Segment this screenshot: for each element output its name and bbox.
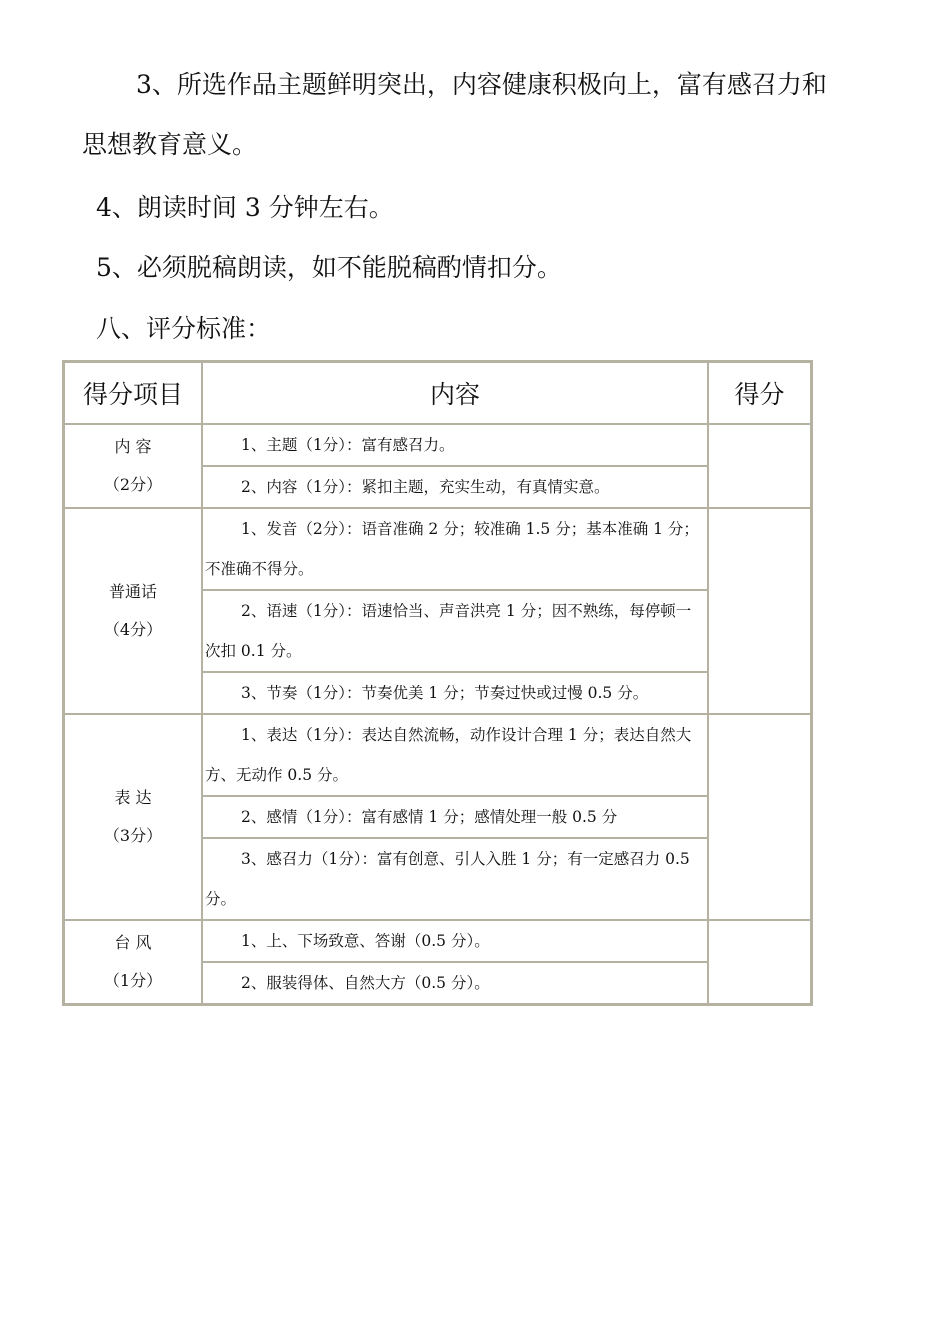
section-heading-scoring-criteria: 八、评分标准： [96, 314, 272, 343]
criterion-text: 2、语速（1分）：语速恰当、声音洪亮 1 分；因不熟练，每停顿一次扣 0.1 分。 [205, 602, 692, 660]
criterion-text: 2、服装得体、自然大方（0.5 分）。 [241, 974, 490, 992]
criterion-text: 1、表达（1分）：表达自然流畅，动作设计合理 1 分；表达自然大方、无动作 0.5 分。 [205, 726, 692, 784]
category-points: （3分） [103, 826, 163, 845]
score-input-cell[interactable] [708, 714, 811, 920]
category-cell-stage-presence [64, 920, 202, 1004]
criterion-cell [202, 466, 708, 508]
category-name: 内 容 [114, 437, 152, 456]
criterion-cell [202, 796, 708, 838]
criterion-text: 2、内容（1分）：紧扣主题，充实生动，有真情实意。 [241, 478, 610, 496]
table-row [64, 920, 811, 962]
table-row [64, 508, 811, 590]
header-score: 得分 [708, 362, 811, 424]
header-score-item: 得分项目 [64, 362, 202, 424]
category-cell-content [64, 424, 202, 508]
table-row [64, 714, 811, 796]
category-points: （1分） [103, 971, 163, 990]
header-content: 内容 [202, 362, 708, 424]
criterion-text: 1、上、下场致意、答谢（0.5 分）。 [241, 932, 490, 950]
criterion-cell [202, 508, 708, 590]
score-input-cell[interactable] [708, 424, 811, 508]
scoring-table [62, 360, 813, 1006]
criterion-cell [202, 424, 708, 466]
paragraph-item-3-continued: 思想教育意义。 [82, 130, 258, 159]
criterion-cell [202, 590, 708, 672]
criterion-text: 1、发音（2分）：语音准确 2 分；较准确 1.5 分；基本准确 1 分；不准确不得分。 [205, 520, 699, 578]
table-header-row [64, 362, 811, 424]
criterion-text: 3、节奏（1分）：节奏优美 1 分；节奏过快或过慢 0.5 分。 [241, 684, 649, 702]
criterion-cell [202, 672, 708, 714]
criterion-text: 2、感情（1分）：富有感情 1 分；感情处理一般 0.5 分 [241, 808, 618, 826]
table-row [64, 424, 811, 466]
criterion-text: 1、主题（1分）：富有感召力。 [241, 436, 455, 454]
category-name: 普通话 [108, 582, 157, 601]
category-name: 台 风 [114, 933, 152, 952]
criterion-cell [202, 838, 708, 920]
score-input-cell[interactable] [708, 920, 811, 1004]
score-input-cell[interactable] [708, 508, 811, 714]
category-cell-mandarin [64, 508, 202, 714]
criterion-cell [202, 920, 708, 962]
criterion-text: 3、感召力（1分）：富有创意、引人入胜 1 分；有一定感召力 0.5 分。 [205, 850, 690, 908]
paragraph-item-5: 5、必须脱稿朗读，如不能脱稿酌情扣分。 [96, 253, 562, 282]
scoring-table-container [62, 360, 811, 1006]
category-points: （2分） [103, 475, 163, 494]
criterion-cell [202, 714, 708, 796]
category-cell-expression [64, 714, 202, 920]
category-name: 表 达 [114, 788, 152, 807]
paragraph-item-4: 4、朗读时间 3 分钟左右。 [96, 193, 394, 222]
criterion-cell [202, 962, 708, 1004]
category-points: （4分） [103, 620, 163, 639]
paragraph-item-3: 3、所选作品主题鲜明突出，内容健康积极向上，富有感召力和 [136, 70, 827, 99]
